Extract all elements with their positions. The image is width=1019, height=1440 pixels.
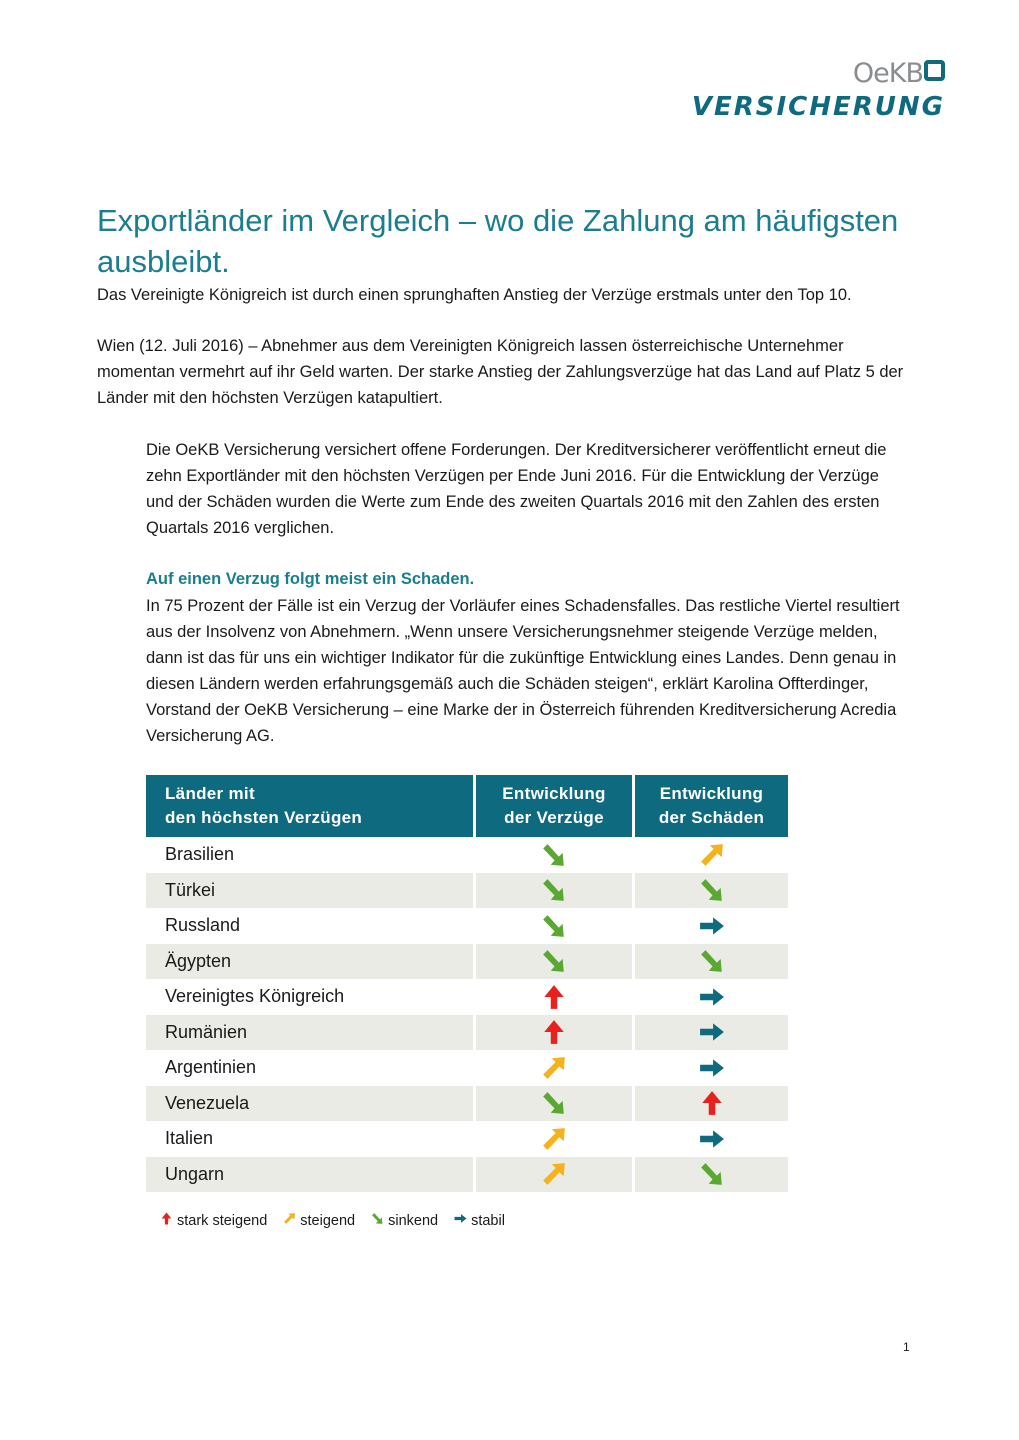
arrow-right-icon [699, 1055, 725, 1081]
header-schaeden: Entwicklung der Schäden [635, 775, 788, 837]
page-number: 1 [903, 1340, 910, 1354]
verzuege-cell [476, 979, 632, 1015]
verzuege-cell [476, 1086, 632, 1122]
arrow-down-right-icon [541, 842, 567, 868]
table-row [146, 873, 788, 909]
legend-label: sinkend [388, 1212, 439, 1229]
country-cell: Rumänien [146, 1015, 473, 1051]
table-row [146, 1015, 788, 1051]
page-title: Exportländer im Vergleich – wo die Zahlung am häufigsten ausbleibt. [97, 203, 899, 279]
country-cell: Argentinien [165, 1057, 257, 1078]
schaeden-cell [635, 1157, 788, 1193]
country-cell: Brasilien [165, 844, 235, 865]
table-row [146, 1157, 788, 1193]
arrow-down-right-icon [541, 877, 567, 903]
subheading: Auf einen Verzug folgt meist ein Schaden. [146, 570, 475, 588]
arrow-up-right-icon [699, 842, 725, 868]
verzuege-cell [476, 1015, 632, 1051]
arrow-down-right-icon [699, 948, 725, 974]
country-cell: Ägypten [146, 944, 473, 980]
body-paragraph-2: In 75 Prozent der Fälle ist ein Verzug der Vorläufer eines Schadensfalles. Das restliche Viertel resultiert aus der Insolvenz von Abnehmern. „Wenn unsere Versicherungsnehmer steigende Verzüge melden, dann ist das für uns ein wichtiger Indikator für die zukünftige Entwicklung eines Landes. Denn genau in diesen Ländern werden erfahrungsgemäß auch die Schäden steigen“, erklärt Karolina Offterdinger, Vorstand der OeKB Versicherung – eine Marke der in Österreich führenden Kreditversicherung Acredia Versicherung AG. [146, 597, 900, 745]
schaeden-cell [635, 837, 788, 873]
schaeden-cell [635, 908, 788, 944]
verzuege-cell [476, 1157, 632, 1193]
arrow-right-icon [699, 1019, 725, 1045]
schaeden-cell [635, 944, 788, 980]
verzuege-cell [476, 873, 632, 909]
country-cell: Vereinigtes Königreich [165, 986, 345, 1007]
arrow-up-right-icon [541, 1126, 567, 1152]
arrow-right-icon [699, 984, 725, 1010]
legend-item [283, 1212, 355, 1229]
schaeden-cell [635, 873, 788, 909]
arrow-down-right-icon [699, 1161, 725, 1187]
legend-label: stabil [471, 1212, 505, 1229]
table-row [146, 1086, 788, 1122]
arrow-down-right-icon [699, 877, 725, 903]
oekb-versicherung-logo [692, 58, 945, 122]
legend-item [371, 1212, 438, 1229]
country-cell: Italien [165, 1128, 214, 1149]
schaeden-cell [635, 1121, 788, 1157]
table-row [146, 837, 788, 873]
arrow-down-right-icon [541, 948, 567, 974]
header-countries: Länder mit den höchsten Verzügen [146, 775, 473, 837]
verzuege-cell [476, 837, 632, 873]
arrow-up-right-icon [283, 1212, 300, 1229]
body-paragraph-1: Die OeKB Versicherung versichert offene Forderungen. Der Kreditversicherer veröffentlicht erneut die zehn Exportländer mit den höchsten Verzügen per Ende Juni 2016. Für die Entwicklung der Verzüge und der Schäden wurden die Werte zum Ende des zweiten Quartals 2016 mit den Zahlen des ersten Quartals 2016 verglichen. [146, 441, 887, 537]
arrow-down-right-icon [371, 1212, 388, 1229]
table-header [146, 775, 788, 837]
legend-label: stark steigend [177, 1212, 268, 1229]
table-row [146, 1121, 788, 1157]
verzuege-cell [476, 1050, 632, 1086]
schaeden-cell [635, 979, 788, 1015]
logo-versicherung-wordmark: VERSICHERUNG [691, 92, 945, 122]
table-row [146, 979, 788, 1015]
arrow-up-icon [160, 1212, 177, 1229]
arrow-down-right-icon [541, 1090, 567, 1116]
table-row [146, 1050, 788, 1086]
intro-paragraph: Wien (12. Juli 2016) – Abnehmer aus dem Vereinigten Königreich lassen österreichische Unternehmer momentan vermehrt auf ihr Geld warten. Der starke Anstieg der Zahlungsverzüge hat das Land auf Platz 5 der Länder mit den höchsten Verzügen katapultiert. [97, 337, 904, 407]
legend [160, 1212, 521, 1229]
arrow-up-icon [541, 984, 567, 1010]
arrow-right-icon [699, 913, 725, 939]
arrow-up-right-icon [541, 1055, 567, 1081]
verzuege-cell [476, 908, 632, 944]
logo-oekb-wordmark: OeKB [852, 58, 923, 89]
trend-table [146, 775, 788, 1192]
header-verzuege: Entwicklung der Verzüge [476, 775, 632, 837]
logo-square-icon [924, 60, 945, 81]
legend-item [160, 1212, 267, 1229]
country-cell: Venezuela [146, 1086, 473, 1122]
table-row [146, 908, 788, 944]
arrow-up-right-icon [541, 1161, 567, 1187]
country-cell: Russland [165, 915, 241, 936]
table-row [146, 944, 788, 980]
country-cell: Türkei [146, 873, 473, 909]
subtitle: Das Vereinigte Königreich ist durch einen sprunghaften Anstieg der Verzüge erstmals unter den Top 10. [97, 286, 852, 304]
arrow-up-icon [541, 1019, 567, 1045]
arrow-right-icon [699, 1126, 725, 1152]
schaeden-cell [635, 1050, 788, 1086]
verzuege-cell [476, 1121, 632, 1157]
schaeden-cell [635, 1015, 788, 1051]
country-cell: Ungarn [146, 1157, 473, 1193]
legend-item [454, 1212, 505, 1229]
schaeden-cell [635, 1086, 788, 1122]
arrow-right-icon [454, 1212, 471, 1229]
arrow-up-icon [699, 1090, 725, 1116]
table-body [146, 837, 788, 1192]
arrow-down-right-icon [541, 913, 567, 939]
legend-label: steigend [300, 1212, 356, 1229]
verzuege-cell [476, 944, 632, 980]
